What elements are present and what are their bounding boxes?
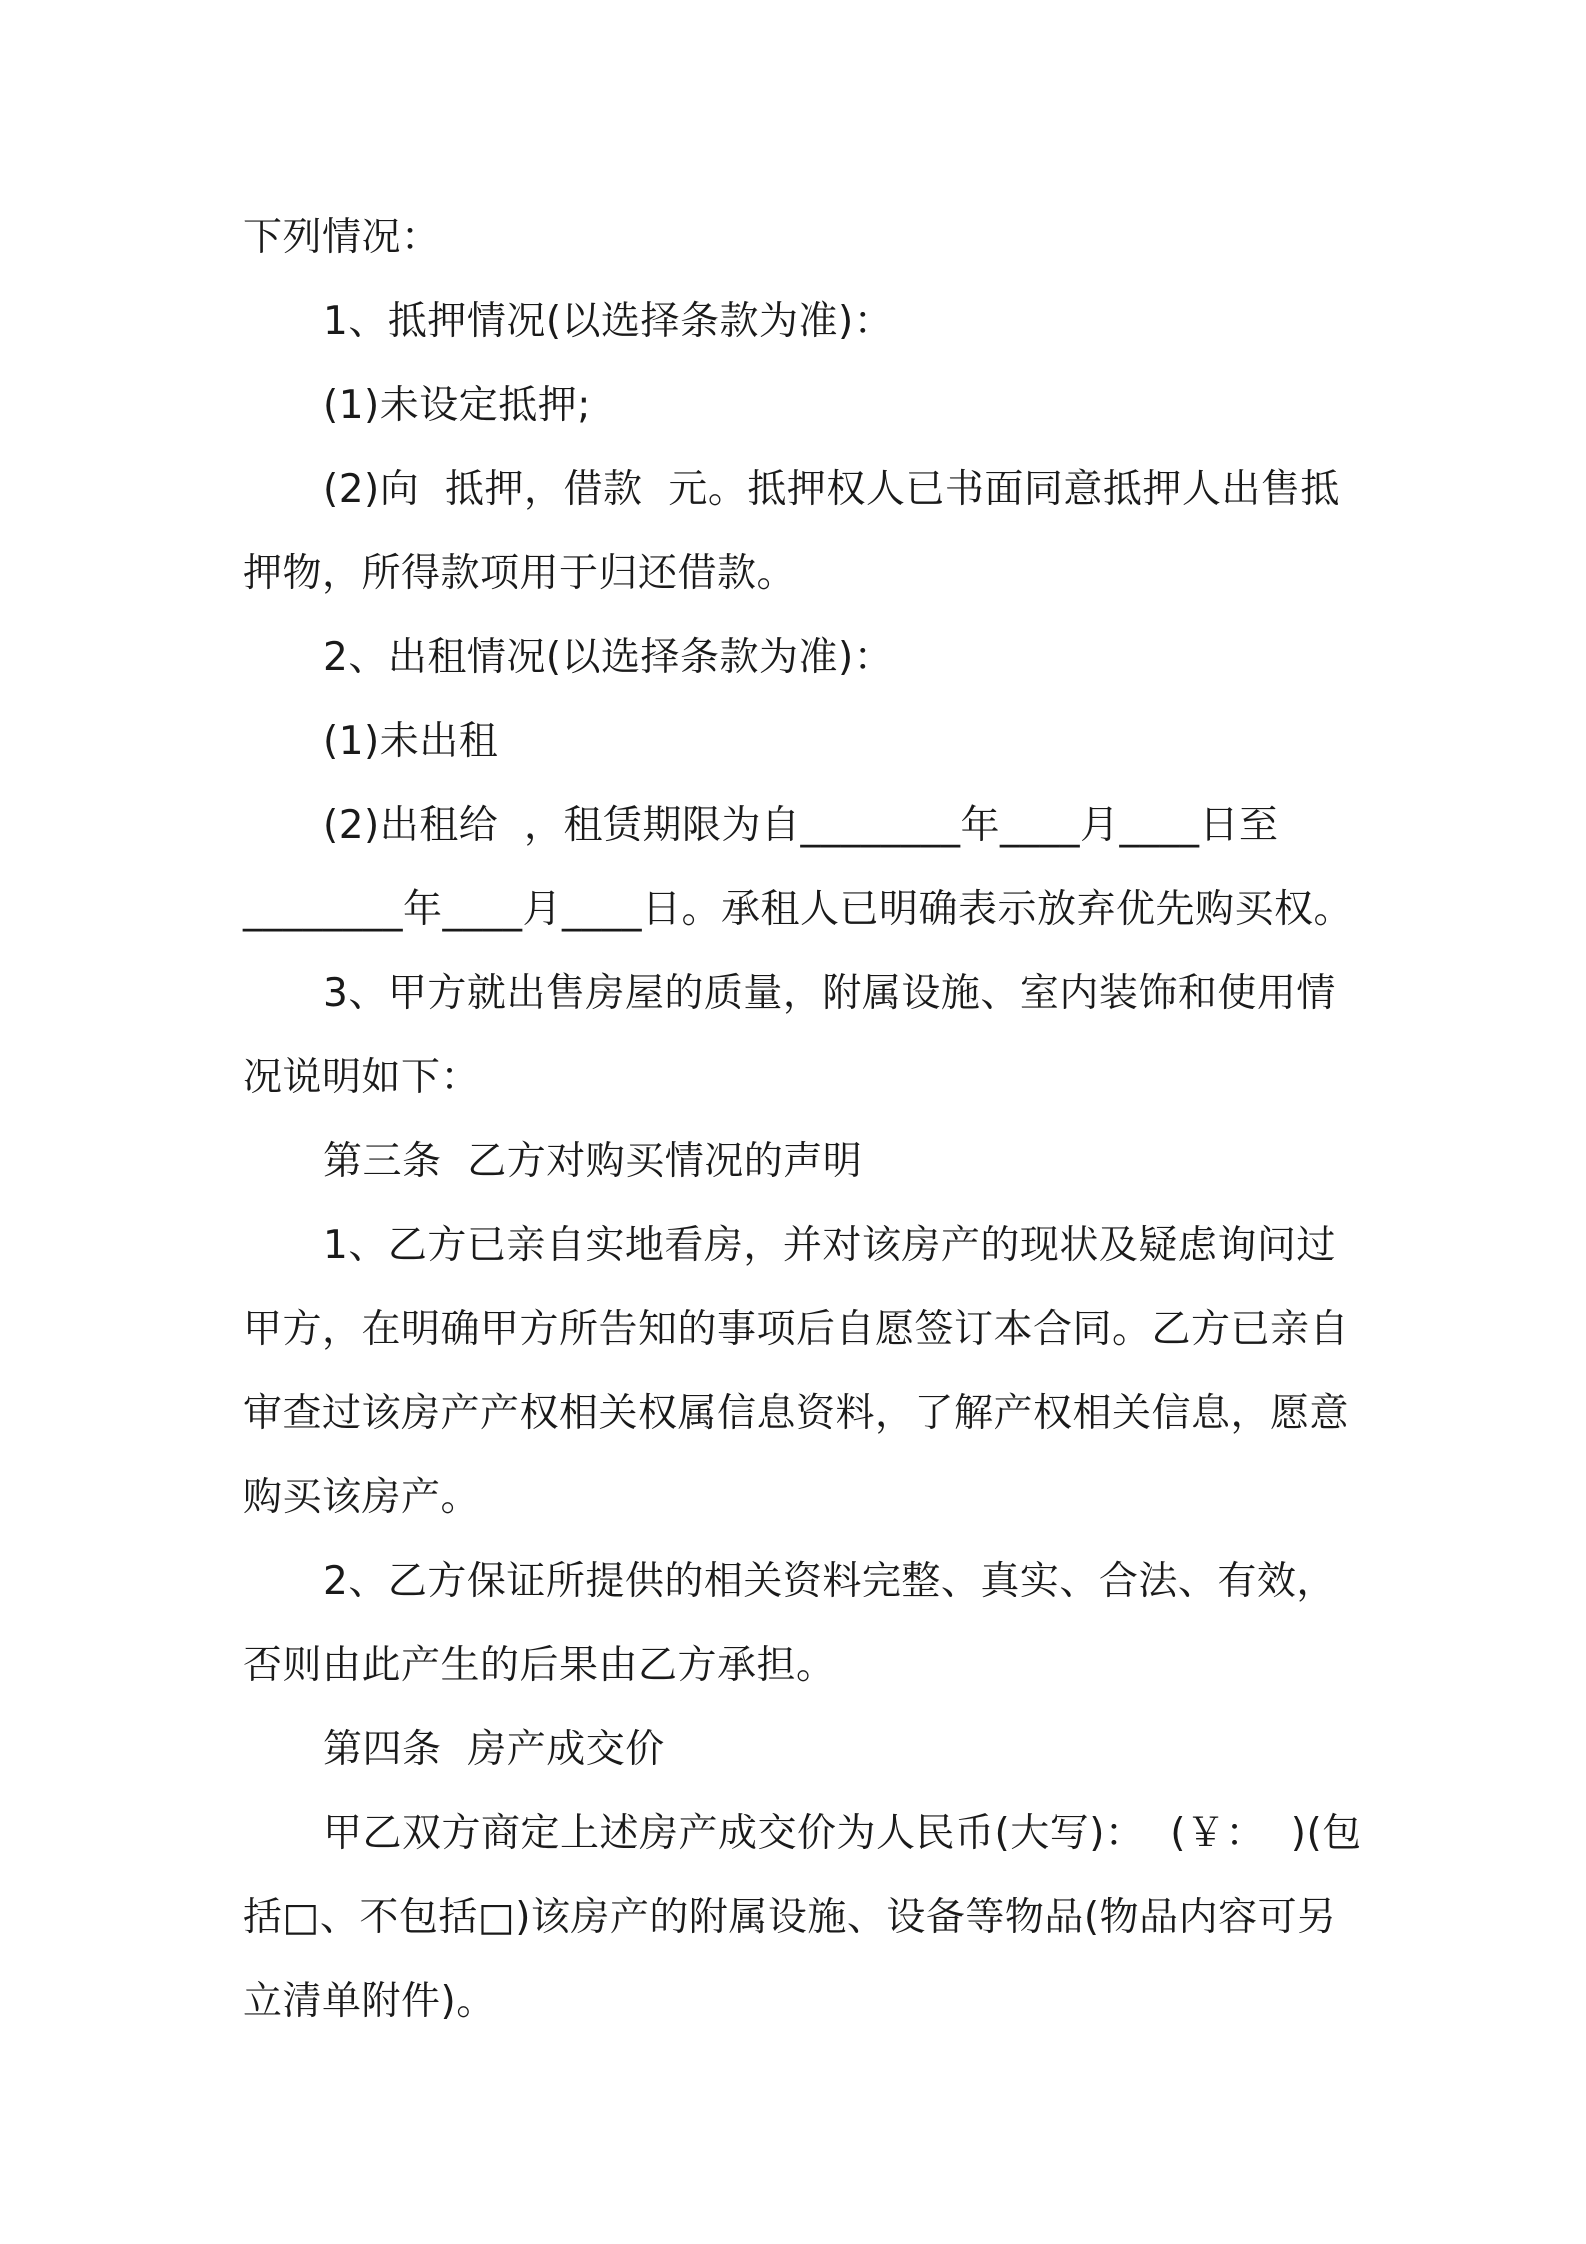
text-line: 甲乙双方商定上述房产成交价为人民币(大写)： (￥： )(包 (323, 1811, 1362, 1856)
text-line: 审查过该房产产权相关权属信息资料，了解产权相关信息，愿意 (243, 1391, 1350, 1436)
text-line: 否则由此产生的后果由乙方承担。 (243, 1643, 836, 1688)
text-line: 立清单附件)。 (243, 1979, 496, 2024)
text-line: 购买该房产。 (243, 1475, 481, 1520)
section-heading: 第三条 乙方对购买情况的声明 (323, 1139, 863, 1184)
text-line: 下列情况： (243, 215, 441, 260)
text-line: 3、甲方就出售房屋的质量，附属设施、室内装饰和使用情 (323, 971, 1336, 1016)
text-line: (2)出租给 ，租赁期限为自________年____月____日至 (323, 803, 1279, 848)
text-line: 1、乙方已亲自实地看房，并对该房产的现状及疑虑询问过 (323, 1223, 1336, 1268)
text-line: 1、抵押情况(以选择条款为准)： (323, 299, 894, 344)
text-line: (2)向 抵押，借款 元。抵押权人已书面同意抵押人出售抵 (323, 467, 1340, 512)
text-line: 况说明如下： (243, 1055, 481, 1100)
text-line: 2、乙方保证所提供的相关资料完整、真实、合法、有效， (323, 1559, 1336, 1604)
text-line: 括□、不包括□)该房产的附属设施、设备等物品(物品内容可另 (243, 1895, 1337, 1940)
section-heading: 第四条 房产成交价 (323, 1727, 665, 1772)
text-line: 2、出租情况(以选择条款为准)： (323, 635, 894, 680)
text-line: (1)未设定抵押; (323, 383, 591, 428)
text-line: (1)未出租 (323, 719, 499, 764)
text-line: ________年____月____日。承租人已明确表示放弃优先购买权。 (243, 887, 1354, 932)
text-line: 押物，所得款项用于归还借款。 (243, 551, 797, 596)
text-line: 甲方，在明确甲方所告知的事项后自愿签订本合同。乙方已亲自 (243, 1307, 1350, 1352)
contract-text (243, 196, 1362, 2044)
